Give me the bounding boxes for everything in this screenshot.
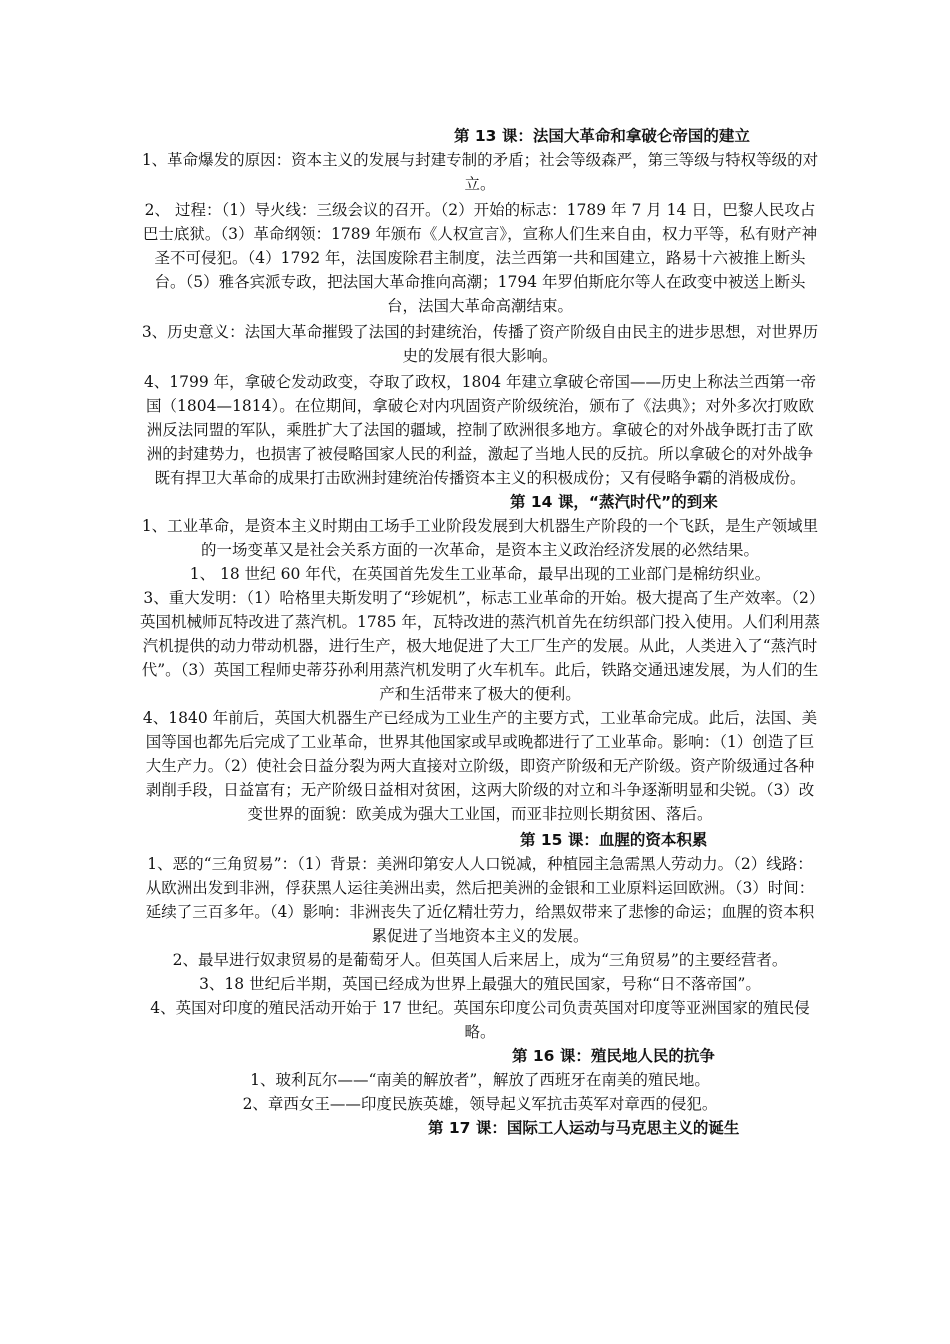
lesson-16-title: 第 16 课：殖民地人民的抗争 [512,1047,715,1065]
lesson-13-title: 第 13 课：法国大革命和拿破仑帝国的建立 [454,127,750,145]
lesson-14-paragraph-2: 1、 18 世纪 60 年代，在英国首先发生工业革命，最早出现的工业部门是棉纺织业。 [189,565,771,583]
lesson-15-title: 第 15 课：血腥的资本积累 [520,831,708,849]
lesson-13-paragraph-1: 1、革命爆发的原因：资本主义的发展与封建专制的矛盾；社会等级森严，第三等级与特权等级的对立。 [141,151,819,193]
document-page [140,124,820,1140]
lesson-13-paragraph-4: 4、1799 年，拿破仑发动政变，夺取了政权，1804 年建立拿破仑帝国——历史上称法兰西第一帝国（1804—1814）。在位期间，拿破仑对内巩固资产阶级统治，颁布了《法典》；对外多次打败欧洲反法同盟的军队，乘胜扩大了法国的疆域，控制了欧洲很多地方。拿破仑的对外战争既打击了欧洲的封建势力，也损害了被侵略国家人民的利益，激起了当地人民的反抗。所以拿破仑的对外战争既有捍卫大革命的成果打击欧洲封建统治传播资本主义的积极成份；又有侵略争霸的消极成份。 [143,373,817,487]
lesson-15-paragraph-1: 1、恶的“三角贸易”：（1）背景：美洲印第安人人口锐减，种植园主急需黑人劳动力。（2）线路：从欧洲出发到非洲，俘获黑人运往美洲出卖，然后把美洲的金银和工业原料运回欧洲。（3）时间：延续了三百多年。（4）影响：非洲丧失了近亿精壮劳力，给黑奴带来了悲惨的命运；血腥的资本积累促进了当地资本主义的发展。 [145,855,815,945]
lesson-14-paragraph-4: 4、1840 年前后，英国大机器生产已经成为工业生产的主要方式，工业革命完成。此后，法国、美国等国也都先后完成了工业革命，世界其他国家或早或晚都进行了工业革命。影响：（1）创造了巨大生产力。（2）使社会日益分裂为两大直接对立阶级，即资产阶级和无产阶级。资产阶级通过各种剥削手段，日益富有；无产阶级日益相对贫困，这两大阶级的对立和斗争逐渐明显和尖锐。（3）改变世界的面貌：欧美成为强大工业国，而亚非拉则长期贫困、落后。 [142,709,818,823]
lesson-17-title: 第 17 课：国际工人运动与马克思主义的诞生 [428,1119,740,1137]
lesson-16-paragraph-1: 1、玻利瓦尔——“南美的解放者”，解放了西班牙在南美的殖民地。 [250,1071,710,1089]
lesson-15-paragraph-2: 2、最早进行奴隶贸易的是葡萄牙人。但英国人后来居上，成为“三角贸易”的主要经营者。 [172,951,788,969]
lesson-14-paragraph-3: 3、重大发明：（1）哈格里夫斯发明了“珍妮机”，标志工业革命的开始。极大提高了生产效率。（2）英国机械师瓦特改进了蒸汽机。1785 年，瓦特改进的蒸汽机首先在纺织部门投入使用。人们利用蒸汽机提供的动力带动机器，进行生产，极大地促进了大工厂生产的发展。从此，人类进入了“蒸汽时代”。（3）英国工程师史蒂芬孙利用蒸汽机发明了火车机车。此后，铁路交通迅速发展，为人们的生产和生活带来了极大的便利。 [140,589,820,703]
lesson-13-paragraph-3: 3、历史意义：法国大革命摧毁了法国的封建统治，传播了资产阶级自由民主的进步思想，对世界历史的发展有很大影响。 [141,323,819,365]
lesson-13-paragraph-2: 2、 过程：（1）导火线：三级会议的召开。（2）开始的标志：1789 年 7 月 14 日，巴黎人民攻占巴士底狱。（3）革命纲领：1789 年颁布《人权宣言》，宣称人们生来自由，权力平等，私有财产神圣不可侵犯。（4）1792 年，法国废除君主制度，法兰西第一共和国建立，路易十六被推上断头台。（5）雅各宾派专政，把法国大革命推向高潮；1794 年罗伯斯庇尔等人在政变中被送上断头台，法国大革命高潮结束。 [142,201,818,315]
lesson-15-paragraph-4: 4、英国对印度的殖民活动开始于 17 世纪。英国东印度公司负责英国对印度等亚洲国家的殖民侵略。 [150,999,810,1041]
lesson-14-paragraph-1: 1、工业革命，是资本主义时期由工场手工业阶段发展到大机器生产阶段的一个飞跃，是生产领域里的一场变革又是社会关系方面的一次革命，是资本主义政治经济发展的必然结果。 [141,517,819,559]
lesson-15-paragraph-3: 3、18 世纪后半期，英国已经成为世界上最强大的殖民国家，号称“日不落帝国”。 [199,975,761,993]
lesson-14-title: 第 14 课，“蒸汽时代”的到来 [510,493,718,511]
lesson-16-paragraph-2: 2、章西女王——印度民族英雄，领导起义军抗击英军对章西的侵犯。 [242,1095,718,1113]
